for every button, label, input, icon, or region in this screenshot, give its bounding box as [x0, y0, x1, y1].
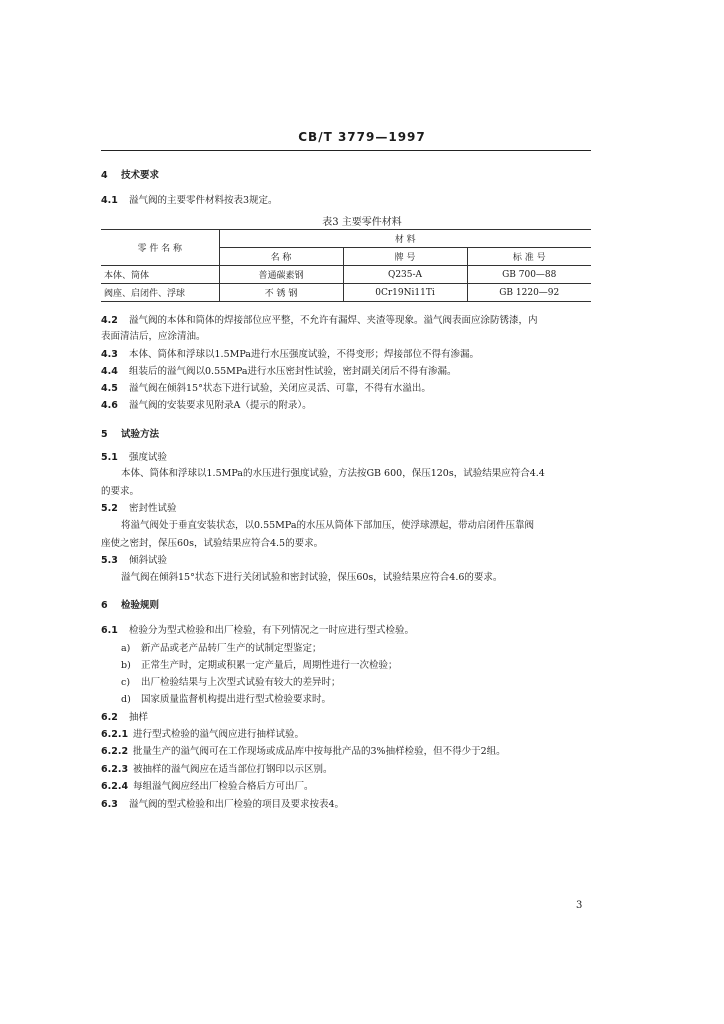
clause-title: 抽样 — [129, 712, 149, 723]
table-row — [101, 266, 591, 284]
clause-number: 4.5 — [101, 383, 118, 394]
clause-5-2 — [101, 502, 177, 515]
clause-number: 5.2 — [101, 503, 118, 514]
clause-4-5 — [101, 382, 431, 395]
clause-4-1 — [101, 194, 278, 207]
list-item — [121, 659, 398, 672]
clause-4-6 — [101, 399, 312, 412]
standard-number-header: 标 准 号 — [467, 248, 591, 266]
list-marker: d) — [121, 694, 131, 705]
clause-title: 密封性试验 — [129, 503, 177, 514]
list-item-text: 新产品或老产品转厂生产的试制定型鉴定； — [141, 643, 322, 654]
clause-6-2-2 — [101, 745, 506, 758]
clause-text: 进行型式检验的溢气阀应进行抽样试验。 — [133, 729, 305, 740]
table-cell: Q235-A — [343, 266, 467, 284]
table-cell: 0Cr19Ni11Ti — [343, 284, 467, 302]
section-number: 4 — [101, 170, 108, 181]
section-5-heading — [101, 428, 159, 441]
clause-number: 6.2.4 — [101, 781, 129, 792]
section-title: 检验规则 — [121, 600, 160, 611]
table-cell: GB 1220—92 — [467, 284, 591, 302]
section-number: 6 — [101, 600, 108, 611]
clause-title: 倾斜试验 — [129, 555, 168, 566]
list-marker: c) — [121, 677, 131, 688]
clause-5-1 — [101, 451, 167, 464]
list-item — [121, 693, 331, 706]
table-3-main-parts-materials — [101, 229, 591, 302]
clause-text: 批量生产的溢气阀可在工作现场或成品库中按每批产品的3%抽样检验，但不得少于2组。 — [133, 746, 506, 757]
clause-number: 6.3 — [101, 799, 118, 810]
clause-number: 4.1 — [101, 195, 118, 206]
material-name-header: 名 称 — [219, 248, 343, 266]
table-cell: 阀座、启闭件、浮球 — [101, 284, 219, 302]
list-item-text: 正常生产时，定期或积累一定产量后，周期性进行一次检验； — [141, 660, 398, 671]
clause-6-2 — [101, 711, 148, 724]
clause-text: 组装后的溢气阀以0.55MPa进行水压密封性试验，密封副关闭后不得有渗漏。 — [129, 366, 457, 377]
list-item — [121, 676, 341, 689]
clause-number: 4.4 — [101, 366, 118, 377]
material-header: 材 料 — [219, 230, 591, 248]
clause-number: 6.2.3 — [101, 764, 129, 775]
clause-5-2-text: 将溢气阀处于垂直安装状态，以0.55MPa的水压从筒体下部加压，使浮球漂起，带动启闭件压靠阀 — [121, 520, 535, 531]
section-title: 技术要求 — [121, 170, 160, 181]
list-item-text: 国家质量监督机构提出进行型式检验要求时。 — [141, 694, 332, 705]
list-item-text: 出厂检验结果与上次型式试验有较大的差异时； — [141, 677, 341, 688]
clause-number: 6.1 — [101, 625, 118, 636]
clause-number: 5.3 — [101, 555, 118, 566]
clause-title: 强度试验 — [129, 452, 168, 463]
clause-number: 5.1 — [101, 452, 118, 463]
clause-text: 溢气阀的型式检验和出厂检验的项目及要求按表4。 — [129, 799, 345, 810]
table-row — [101, 284, 591, 302]
clause-number: 6.2 — [101, 712, 118, 723]
section-6-heading — [101, 599, 159, 612]
clause-6-2-4 — [101, 780, 314, 793]
list-marker: b) — [121, 660, 131, 671]
clause-4-2-continuation: 表面清洁后，应涂清油。 — [101, 331, 206, 342]
table-3-caption: 表3 主要零件材料 — [322, 217, 402, 228]
clause-6-2-1 — [101, 728, 304, 741]
clause-text: 溢气阀的主要零件材料按表3规定。 — [129, 195, 278, 206]
clause-4-2 — [101, 314, 538, 327]
clause-6-1 — [101, 624, 414, 637]
clause-5-1-text: 本体、筒体和浮球以1.5MPa的水压进行强度试验，方法按GB 600，保压120s，试验结果应符合4.4 — [121, 468, 545, 479]
clause-text: 被抽样的溢气阀应在适当部位打钢印以示区别。 — [133, 764, 333, 775]
list-item — [121, 642, 322, 655]
page-number: 3 — [576, 900, 583, 911]
clause-number: 4.3 — [101, 349, 118, 360]
section-number: 5 — [101, 429, 108, 440]
clause-6-3 — [101, 798, 344, 811]
clause-5-3 — [101, 554, 167, 567]
clause-4-4 — [101, 365, 457, 378]
grade-header: 牌 号 — [343, 248, 467, 266]
standard-code-header: CB/T 3779—1997 — [298, 130, 426, 144]
clause-number: 6.2.2 — [101, 746, 129, 757]
clause-text: 每组溢气阀应经出厂检验合格后方可出厂。 — [133, 781, 314, 792]
clause-number: 4.6 — [101, 400, 118, 411]
part-name-header: 零 件 名 称 — [101, 230, 219, 266]
section-title: 试验方法 — [121, 429, 160, 440]
table-cell: 本体、筒体 — [101, 266, 219, 284]
clause-text: 溢气阀在倾斜15°状态下进行试验，关闭应灵活、可靠，不得有水溢出。 — [129, 383, 431, 394]
header-rule — [101, 150, 591, 151]
table-cell: GB 700—88 — [467, 266, 591, 284]
clause-number: 6.2.1 — [101, 729, 129, 740]
list-marker: a) — [121, 643, 131, 654]
clause-5-1-continuation: 的要求。 — [101, 486, 140, 497]
clause-text: 检验分为型式检验和出厂检验，有下列情况之一时应进行型式检验。 — [129, 625, 415, 636]
clause-5-2-continuation: 座使之密封，保压60s，试验结果应符合4.5的要求。 — [101, 538, 324, 549]
clause-text: 溢气阀的安装要求见附录A（提示的附录）。 — [129, 400, 312, 411]
clause-6-2-3 — [101, 763, 333, 776]
table-cell: 不 锈 钢 — [219, 284, 343, 302]
section-4-heading — [101, 169, 159, 182]
clause-4-3 — [101, 348, 479, 361]
table-cell: 普通碳素钢 — [219, 266, 343, 284]
clause-5-3-text: 溢气阀在倾斜15°状态下进行关闭试验和密封试验，保压60s，试验结果应符合4.6的要求。 — [121, 572, 503, 583]
clause-number: 4.2 — [101, 315, 118, 326]
clause-text: 本体、筒体和浮球以1.5MPa进行水压强度试验，不得变形；焊接部位不得有渗漏。 — [129, 349, 479, 360]
clause-text: 溢气阀的本体和筒体的焊接部位应平整，不允许有漏焊、夹渣等现象。溢气阀表面应涂防锈漆，内 — [129, 315, 538, 326]
